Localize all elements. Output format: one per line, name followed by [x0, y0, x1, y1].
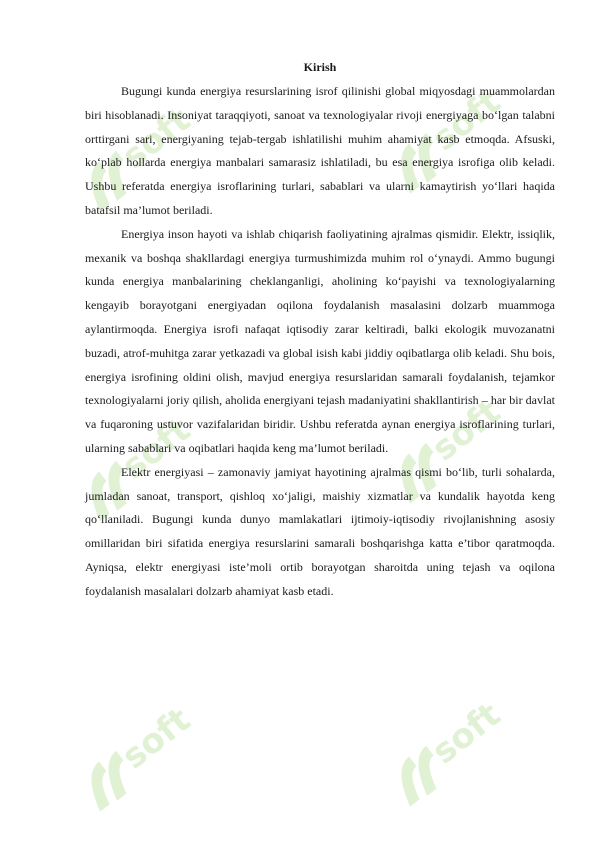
svg-text:soft: soft — [114, 699, 199, 778]
soft-logo-icon — [49, 676, 215, 833]
soft-logo-icon — [359, 671, 525, 828]
svg-text:soft: soft — [424, 694, 509, 773]
svg-text:soft: soft — [114, 409, 199, 488]
document-body — [85, 56, 555, 604]
paragraph: Elektr energiyasi – zamonaviy jamiyat hayotining ajralmas qismi bo‘lib, turli sohalarda, jumladan sanoat, transport, qishloq xo‘jaligi, maishiy xizmatlar va kundalik hayotda keng qo‘llaniladi. Bugungi kunda dunyo mamlakatlari ijtimoiy-iqtisodiy rivojlanishning asosiy omillaridan biri sifatida energiya resurslarini samarali boshqarishga katta e’tibor qaratmoqda. Ayniqsa, elektr energiyasi iste’moli ortib borayotgan sharoitda uning tejash va oqilona foydalanish masalalari dolzarb ahamiyat kasb etadi. — [85, 464, 555, 598]
svg-text:soft: soft — [424, 391, 509, 470]
paragraph: Bugungi kunda energiya resurslarining isrof qilinishi global miqyosdagi muammolardan biri hisoblanadi. Insoniyat taraqqiyoti, sanoat va texnologiyalar rivoji energiyaga bo‘lgan talabni orttirgani sari, energiyaning tejab-tergab ishlatilishi muhim ahamiyat kasb etmoqda. Afsuski, ko‘plab hollarda energiya manbalari samarasiz ishlatiladi, bu esa energiya isrofiga olib keladi. Ushbu referatda energiya isroflarining turlari, sabablari va ularni kamaytirish yo‘llari haqida batafsil ma’lumot beriladi. — [85, 84, 555, 217]
svg-text:soft: soft — [114, 99, 199, 178]
svg-text:soft: soft — [424, 81, 509, 160]
page-title: Kirish — [303, 60, 337, 74]
paragraph: Energiya inson hayoti va ishlab chiqarish faoliyatining ajralmas qismidir. Elektr, issiqlik, mexanik va boshqa shakllardagi energiya turmushimizda muhim rol o‘ynaydi. Ammo bugungi kunda energiya manbalarining cheklanganligi, aholining ko‘payishi va texnologiyalarning kengayib borayotgani energiyadan oqilona foydalanish masalasini dolzarb muammoga aylantirmoqda. Energiya isrofi nafaqat iqtisodiy zarar keltiradi, balki ekologik muvozanatni buzadi, atrof-muhitga zarar yetkazadi va global isish kabi jiddiy oqibatlarga olib keladi. Shu bois, energiya isrofining oldini olish, mavjud energiya resurslaridan samarali foydalanish, tejamkor texnologiyalarni joriy qilish, aholida energiyani tejash madaniyatini shakllantirish – har bir davlat va fuqaroning ustuvor vazifalaridan biridir. Ushbu referatda aynan energiya isroflarining turlari, ularning sabablari va oqibatlari haqida keng ma’lumot beriladi. — [85, 226, 555, 455]
